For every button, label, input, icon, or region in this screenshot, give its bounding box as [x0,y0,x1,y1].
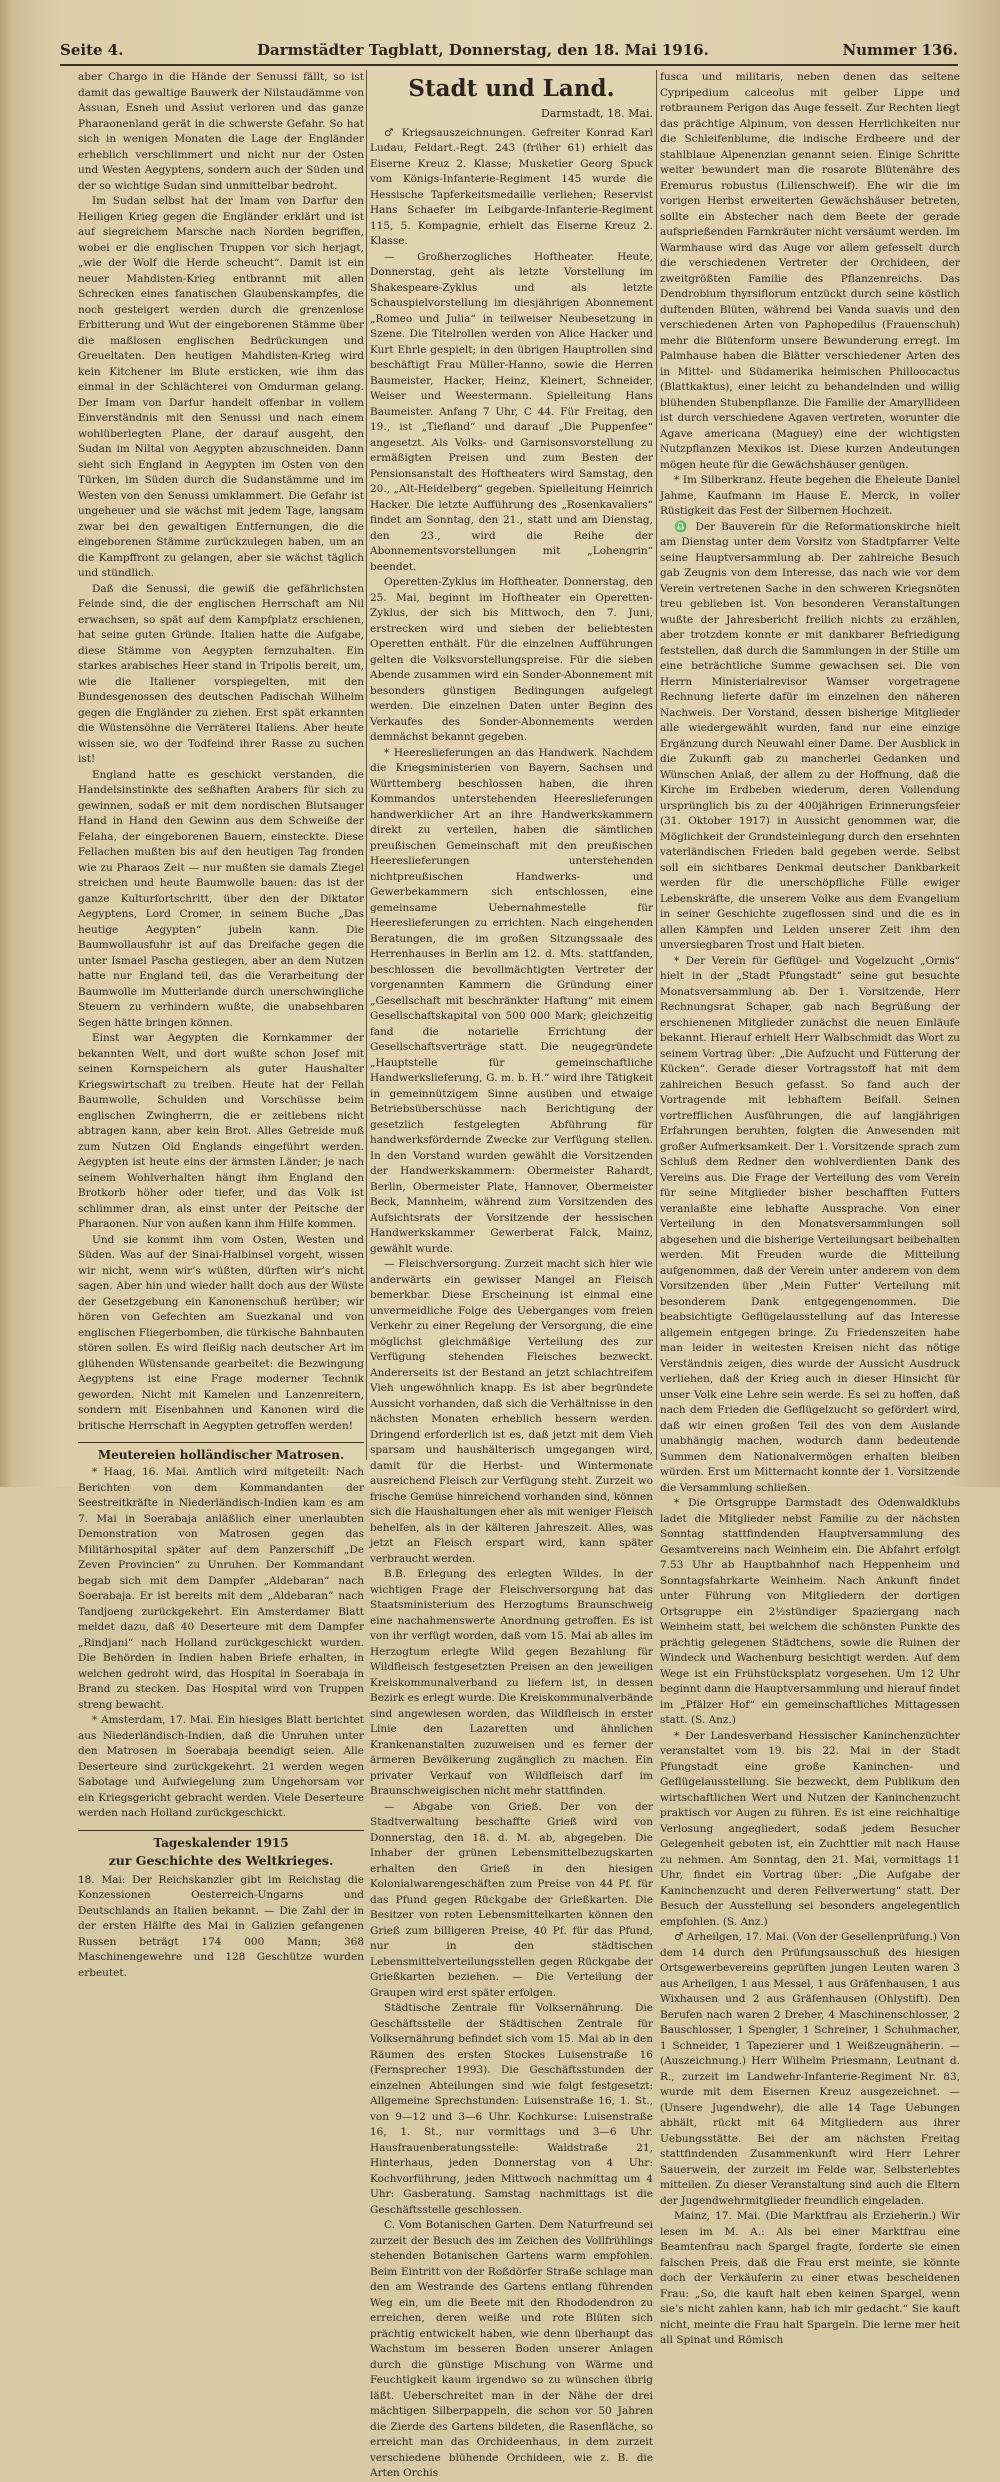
tageskalender-text: 18. Mai: Der Reichskanzler gibt im Reichstag die Konzessionen Oesterreich-Ungarns und Deutschlands an Italien bekannt. — Die Zahl der in der ersten Hälfte des Mai in Galizien gefangenen Russen beträgt 174 000 Mann; 368 Maschinengewehre und 128 Geschütze wurden erbeutet. [78,1873,364,1979]
news-item: Mainz, 17. Mai. (Die Marktfrau als Erzieherin.) Wir lesen im M. A.: Als bei einer Marktfrau eine Beamtenfrau nach Spargel fragte, forderte sie einen falschen Preis, daß die Frau erst meinte, sie könnte doch der Verkäuferin zu einer etwas bescheidenen Frau: „So, die kauft halt eben keinen Spargel, wenn sie’s nicht zahlen kann, hab ich mir gedacht.“ Sie kauft nicht, meinte die Frau halt Spargeln. Die lerne mer heit all Spinat und Römisch [660,2210,960,2346]
news-item: * Die Ortsgruppe Darmstadt des Odenwaldklubs ladet die Mitglieder nebst Familie zu der nächsten Sonntag stattfindenden Hauptversammlung des Gesamtvereins nach Weinheim ein. Die Abfahrt erfolgt 7.53 Uhr ab Hauptbahnhof nach Heppenheim und Sonntagsfahrkarte Weinheim. Nach Ankunft findet unter Führung von Mitgliedern der dortigen Ortsgruppe ein 2½stündiger Spaziergang nach Weinheim statt, bei welchem die schönsten Punkte des prächtig gelegenen Städtchens, sowie die Ruinen der Windeck und Wachenburg besichtigt werden. Auf dem Wege ist ein Frühstücksplatz vorgesehen. Um 12 Uhr beginnt dann die Hauptversammlung und hierauf findet im „Pfälzer Hof“ ein gemeinschaftliches Mittagessen statt. (S. Anz.) [660,1497,960,1726]
section-title: Stadt und Land. [408,75,615,102]
news-item: * Heereslieferungen an das Handwerk. Nachdem die Kriegsministerien von Bayern, Sachsen und Württemberg beschlossen haben, die ihren Kommandos unterstehenden Heereslieferungen handwerklicher Art an ihre Handwerkskammern direkt zu verteilen, haben die sämtlichen preußischen Gemeinschaft mit den preußischen Heereslieferungen unterstehenden nichtpreußischen Handwerks- und Gewerbekammern sich entschlossen, eine gemeinsame Uebernahmestelle für Heereslieferungen zu errichten. Nach eingehenden Beratungen, die im großen Sitzungssaale des Herrenhauses in Berlin am 12. d. Mts. stattfanden, beschlossen die bevollmächtigten Vertreter der vorgenannten Kammern die Gründung einer „Gesellschaft mit beschränkter Haftung“ mit einem Gesellschaftskapital von 500 000 Mark; gleichzeitig fand die notarielle Errichtung der Gesellschaftsverträge statt. Die neugegründete „Hauptstelle für gemeinschaftliche Handwerkslieferung, G. m. b. H.“ wird ihre Tätigkeit in gemeinnützigem Sinne ausüben und etwaige Betriebsüberschüsse nach Berichtigung der gesetzlich festgelegten Abführung für handwerksfördernde Zwecke zur Verfügung stellen. In den Vorstand wurden gewählt die Vorsitzenden der Handwerkskammern: Obermeister Rahardt, Berlin, Obermeister Plate, Hannover, Obermeister Beck, Mannheim, während zum Vorsitzenden des Aufsichtsrats der Vorsitzende der hessischen Handwerkskammer Gewerberat Falck, Mainz, gewählt wurde. [370,746,653,1255]
news-item: ♂ Arheilgen, 17. Mai. (Von der Gesellenprüfung.) Von dem 14 durch den Prüfungsausschuß des hiesigen Ortsgewerbevereins geprüften jungen Leuten waren 3 aus Arheilgen, 1 aus Messel, 1 aus Gräfenhausen, 1 aus Wixhausen und 2 aus Gräfenhausen (Ohlystift). Den Berufen nach waren 2 Dreher, 4 Maschinenschlosser, 2 Bauschlosser, 1 Spengler, 1 Schreiner, 1 Schuhmacher, 1 Schneider, 1 Tapezierer und 1 Weißzeugnäherin. — (Auszeichnung.) Herr Wilhelm Priesmann, Leutnant d. R., zurzeit im Landwehr-Infanterie-Regiment Nr. 83, wurde mit dem Eisernen Kreuz ausgezeichnet. — (Unsere Jugendwehr), die alle 14 Tage Uebungen abhält, rückt mit 64 Mitgliedern aus ihrer Uebungsstätte. Bei der am nächsten Freitag stattfindenden Zusammenkunft wird Herr Lehrer Sauerwein, der zurzeit im Felde war, Selbsterlebtes mitteilen. Zu dieser Veranstaltung sind auch die Eltern der Jugendwehrmitglieder freundlich eingeladen. [660,1931,960,2207]
dateline: Darmstadt, 18. Mai. [541,107,653,120]
header-rule [60,64,958,66]
article-paragraph: Im Sudan selbst hat der Imam von Darfur den Heiligen Krieg gegen die Engländer erklärt und ist auf siegreichem Marsche nach Norden begriffen, wobei er die englischen Truppen vor sich herjagt, „wie der Wolf die Herde scheucht“. Damit ist ein neuer Mahdisten-Krieg entbrannt mit allen Schrecken eines fanatischen Glaubenskampfes, die noch gesteigert werden durch die grenzenlose Erbitterung und Wut der eingeborenen Stämme über die maßlosen englischen Bedrückungen und Greueltaten. Den heutigen Mahdisten-Krieg wird kein Kitchener im Blute ersticken, wie ihm das einmal in der Schlächterei von Omdurman gelang. Der Imam von Darfur handelt offenbar in vollem Einverständnis mit den Senussi und nach einem wohlüberlegten Plane, der darauf ausgeht, den Sudan im Niltal von Aegypten abzuschneiden. Dann sieht sich England in Aegypten im Osten von den Türken, im Süden durch die Sudanstämme und im Westen von den Senussi umklammert. Die Gefahr ist ungeheuer und sie wächst mit jedem Tage, langsam zwar bei den gewaltigen Entfernungen, die die eingeborenen Stämme zurückzulegen haben, um an die Kampffront zu gelangen, aber sie wächst täglich und stündlich. [78,195,364,579]
column-rule-2 [656,70,657,1460]
news-item: ♂ Kriegsauszeichnungen. Gefreiter Konrad Karl Ludau, Feldart.-Regt. 243 (früher 61) erhielt das Eiserne Kreuz 2. Klasse; Musketier Georg Spuck vom Königs-Infanterie-Regiment 145 wurde die Hessische Tapferkeitsmedaille verliehen; Reservist Hans Schaefer im Leibgarde-Infanterie-Regiment 115, 5. Kompagnie, erhielt das Eiserne Kreuz 2. Klasse. [370,126,653,247]
column-rule-1 [366,70,367,1460]
article-paragraph: England hatte es geschickt verstanden, die Handelsinstinkte des seßhaften Arabers für sich zu gewinnen, sodaß er mit dem nordischen Blutsauger Hand in Hand den Gewinn aus dem Schweiße der Felaha, der eingeborenen Bauern, einsteckte. Diese Fellachen mußten bis auf den heutigen Tag fronden wie zu Pharaos Zeit — nur mußten sie damals Ziegel streichen und heute Baumwolle bauen: das ist der ganze Kulturfortschritt, über den der Diktator Aegyptens, Lord Cromer, in seinem Buche „Das heutige Aegypten“ jubeln kann. Die Baumwollausfuhr ist auf das Dreifache gegen die unter Ismael Pascha gestiegen, aber an dem Nutzen hatte nur England teil, das die Verarbeitung der Baumwolle im Mutterlande durch unerschwingliche Steuern zu verhindern wußte, die unabsehbaren Segen hätte bringen können. [78,768,364,1029]
masthead-line: Darmstädter Tagblatt, Donnerstag, den 18. Mai 1916. [257,41,709,59]
column-1 [78,70,364,1979]
issue-number: Nummer 136. [842,41,958,59]
news-item: Operetten-Zyklus im Hoftheater. Donnerstag, den 25. Mai, beginnt im Hoftheater ein Operetten-Zyklus, der sich bis Mittwoch, den 7. Juni, erstrecken wird und sieben der beliebtesten Operetten enthält. Für die einzelnen Aufführungen gelten die Volksvorstellungspreise. Für die sieben Abende zusammen wird ein Sonder-Abonnement mit besonders günstigen Bedingungen aufgelegt werden. Die einzelnen Daten unter Beginn des Verkaufes des Sonder-Abonnements werden demnächst bekannt gegeben. [370,576,653,743]
tageskalender-subheadline: zur Geschichte des Weltkrieges. [108,1852,334,1868]
news-item: — Fleischversorgung. Zurzeit macht sich hier wie anderwärts ein gewisser Mangel an Fleisch bemerkbar. Diese Erscheinung ist einmal eine unvermeidliche Folge des Ueberganges vom freien Verkehr zu einer Regelung der Versorgung, die eine möglichst gleichmäßige Verteilung des zur Verfügung stehenden Fleisches bezweckt. Andererseits ist der Bestand an jetzt schlachtreifem Vieh ungewöhnlich knapp. Es ist aber begründete Aussicht vorhanden, daß sich die Verhältnisse in den nächsten Monaten erheblich bessern werden. Dringend erforderlich ist es, daß jetzt mit dem Vieh sparsam und haushälterisch umgegangen wird, damit für die Herbst- und Wintermonate ausreichend Fleisch zur Verfügung steht. Zurzeit wo frische Gemüse hinreichend vorhanden sind, können sich die Haushaltungen eher als mit weniger Fleisch behelfen, als in der kälteren Jahreszeit. Alles, was jetzt an Fleisch erspart wird, kann später verbraucht werden. [370,1258,653,1565]
page-fold-shadow [0,0,14,1487]
page-header [60,38,958,62]
column-2 [370,70,653,2479]
news-item: — Großherzogliches Hoftheater. Heute, Donnerstag, geht als letzte Vorstellung im Shakespeare-Zyklus und als letzte Schauspielvorstellung im diesjährigen Abonnement „Romeo und Julia“ in teilweiser Neubesetzung in Szene. Die Titelrollen werden von Alice Hacker und Kurt Ehrle gespielt; in den übrigen Hauptrollen sind beschäftigt Frau Müller-Hanno, sowie die Herren Baumeister, Hacker, Heinz, Kleinert, Schneider, Weiser und Weestermann. Spielleitung Hans Baumeister. Anfang 7 Uhr, C 44. Für Freitag, den 19., ist „Tiefland“ und darauf „Die Puppenfee“ angesetzt. Als Volks- und Garnisonsvorstellung zu ermäßigten Preisen und zum Besten der Pensionsanstalt des Hoftheaters wird Samstag, den 20., „Alt-Heidelberg“ gegeben. Spielleitung Heinrich Hacker. Die letzte Aufführung des „Rosenkavaliers“ findet am Sonntag, den 21., statt und am Dienstag, den 23., wird die Reihe der Abonnementsvorstellungen mit „Lohengrin“ beendet. [370,250,653,573]
article-paragraph: Und sie kommt ihm vom Osten, Westen und Süden. Was auf der Sinai-Halbinsel vorgeht, wissen wir nicht, wenn wir’s wüßten, dürften wir’s nicht sagen. Aber hin und wieder hallt doch aus der Wüste der Gesetzgebung ein Kanonenschuß herüber; wir hören von Gefechten am Suezkanal und von englischen Fliegerbomben, die türkische Bahnbauten stören sollen. Es wird fleißig nach deutscher Art im glühenden Wüstensande gearbeitet: die Bezwingung Aegyptens ist eine Frage moderner Technik geworden. Nicht mit Kamelen und Lanzenreitern, sondern mit Eisenbahnen und Kanonen wird die britische Herrschaft in Aegypten getroffen werden! [78,1233,364,1432]
news-item: * Im Silberkranz. Heute begehen die Eheleute Daniel Jahme, Kaufmann im Hause E. Merck, in voller Rüstigkeit das Fest der Silbernen Hochzeit. [660,474,960,517]
article-paragraph: * Amsterdam, 17. Mai. Ein hiesiges Blatt berichtet aus Niederländisch-Indien, daß die Unruhen unter den Matrosen in Soerabaja beendigt seien. Alle Deserteure sind zurückgekehrt. 21 werden wegen Sabotage und Aufwiegelung zum Ungehorsam vor ein Kriegsgericht gebracht werden. Viele Deserteure werden nach Holland zurückgeschickt. [78,1714,364,1819]
news-item: B.B. Erlegung des erlegten Wildes. In der wichtigen Frage der Fleischversorgung hat das Staatsministerium des Herzogtums Braunschweig eine nachahmenswerte Anordnung getroffen. Es ist von ihr verfügt worden, daß vom 15. Mai ab alles im Herzogtum erlegte Wild gegen Bezahlung für Wildfleisch festgesetzten Preisen an den jeweiligen Kreiskommunalverband zu liefern ist, in dessen Bezirk es erlegt wurde. Die Kreiskommunalverbände sind angewiesen worden, das Wildfleisch in erster Linie den Lazaretten und ähnlichen Krankenanstalten zuzuweisen und es ferner der ärmeren Bevölkerung zugänglich zu machen. Ein privater Verkauf von Wildfleisch darf im Braunschweigischen nicht mehr stattfinden. [370,1568,653,1797]
article-paragraph: * Haag, 16. Mai. Amtlich wird mitgeteilt: Nach Berichten von dem Kommandanten der Seestreitkräfte in Niederländisch-Indien kam es am 7. Mai in Soerabaja anläßlich einer unerlaubten Demonstration von Matrosen gegen das Militärhospital später auf dem Panzerschiff „De Zeven Provincien“ zu Unruhen. Der Kommandant begab sich mit dem Dampfer „Aldebaran“ nach Soerabaja. Er ist bereits mit dem „Aldebaran“ nach Tandjoeng zurückgekehrt. Ein Amsterdamer Blatt meldet dazu, daß 40 Deserteure mit dem Dampfer „Rindjani“ nach Holland zurückgeschickt wurden. Die Behörden in Indien haben Briefe erhalten, in welchen gedroht wird, das Hospital in Soerabaja in Brand zu stecken. Das Hospital wird von Truppen streng bewacht. [78,1466,364,1711]
article-paragraph: Einst war Aegypten die Kornkammer der bekannten Welt, und dort wußte schon Josef mit seinen Kornspeichern als guter Haushalter Kriegswirtschaft zu treiben. Heute hat der Fellah Baumwolle, Schulden und Vorschüsse beim englischen Zwingherrn, die er zeitlebens nicht abtragen kann, aber kein Brot. Alles Getreide muß zum Nutzen Old Englands eingeführt werden. Aegypten ist heute eins der ärmsten Länder; je nach seinem Wohlverhalten hängt ihm England den Brotkorb höher oder tiefer, und das Volk ist schlimmer dran, als einst unter der Peitsche der Pharaonen. Nur von außen kann ihm Hilfe kommen. [78,1032,364,1230]
news-item: — Abgabe von Grieß. Der von der Stadtverwaltung beschaffte Grieß wird von Donnerstag, den 18. d. M. ab, abgegeben. Die Inhaber der grünen Lebensmittelbezugskarten erhalten den Grieß in den hiesigen Kolonialwarengeschäften zum Preise von 44 Pf. für das Pfund gegen Rückgabe der Grießkarten. Die Besitzer von roten Lebensmittelkarten können den Grieß zum billigeren Preise, 40 Pf. für das Pfund, nur in den städtischen Lebensmittelverteilungsstellen gegen Rückgabe der Grießkarten beziehen. — Die Verteilung der Graupen wird erst später erfolgen. [370,1800,653,1999]
article-paragraph: aber Chargo in die Hände der Senussi fällt, so ist damit das gewaltige Bauwerk der Nilstaudämme von Assuan, Esneh und Assiut verloren und das ganze Pharaonenland gerät in die schwerste Gefahr. So hat sich in wenigen Monaten die Lage der Engländer erheblich verschlimmert und nicht nur der Osten und Westen Aegyptens, sondern auch der Süden und der so wichtige Sudan sind unmittelbar bedroht. [78,71,364,192]
news-item: fusca und militaris, neben denen das seltene Cypripedium calceolus mit gelber Lippe und rotbraunem Perigon das Auge fesselt. Zur Rechten liegt das prächtige Alpinum, von dessen Herrlichkeiten nur die Schleifenblume, die indische Erdbeere und der stahlblaue Alpenenzian genannt seien. Einige Schritte weiter bewundert man die rosarote Blütenähre des Eremurus robustus (Lilienschweif). Ehe wir die im vorigen Herbst erweiterten Gewächshäuser betreten, sollte ein Abstecher nach dem Beete der gerade aufsprießenden Farnkräuter nicht versäumt werden. Im Warmhause wird das Auge vor allem gefesselt durch die verschiedenen Vertreter der Orchideen, der zweitgrößten Familie des Pflanzenreichs. Das Dendrobium thyrsiflorum entzückt durch seine köstlich duftenden Blüten, während bei Vanda suavis und den verschiedenen Arten von Paphopedilus (Frauenschuh) mehr die Blütenform unsere Bewunderung erregt. Im Palmhause haben die Blätter verschiedener Arten des in Mittel- und Südamerika heimischen Philloocactus (Blattkaktus), einer leicht zu behandelnden und willig blühenden Stubenpflanze. Die Familie der Amaryllideen ist durch verschiedene Agaven vertreten, worunter die Agave americana (Maguey) eine der wichtigsten Nutzpflanzen Mexikos ist. Diese kurzen Andeutungen mögen heute für die Gewächshäuser genügen. [660,71,960,471]
news-item: C. Vom Botanischen Garten. Dem Naturfreund sei zurzeit der Besuch des im Zeichen des Vollfrühlings stehenden Botanischen Gartens warm empfohlen. Beim Eintritt von der Roßdörfer Straße schlage man den am Westrande des Gartens entlang führenden Weg ein, um die Beete mit den Rhododendron zu erreichen, deren weiße und rote Blüten sich prächtig entwickelt haben, wie denn überhaupt das Wachstum im besseren Boden unserer Anlagen durch die günstige Mischung von Wärme und Feuchtigkeit kaum irgendwo so zu wünschen übrig läßt. Ueberschreitet man in der Nähe der drei mächtigen Silberpappeln, die schon vor 50 Jahren die Zierde des Gartens bildeten, die Rasenfläche, so erreicht man das Orchideenhaus, in dem zurzeit verschiedene blühende Orchideen, wie z. B. die Arten Orchis [370,2219,653,2479]
news-item: * Der Landesverband Hessischer Kaninchenzüchter veranstaltet vom 19. bis 22. Mai in der Stadt Pfungstadt eine große Kaninchen- und Geflügelausstellung. Sie bezweckt, dem Publikum den wirtschaftlichen Wert und Nutzen der Kaninchenzucht praktisch vor Augen zu führen. Es ist eine reichhaltige Verlosung angegliedert, sodaß jedem Besucher Gelegenheit geboten ist, ein Zuchttier mit nach Hause zu nehmen. Am Sonntag, den 21. Mai, vormittags 11 Uhr, findet ein Vortrag über: „Die Aufgabe der Kaninchenzucht und deren Fellverwertung“ statt. Der Besuch der Ausstellung sei besonders angelegentlich empfohlen. (S. Anz.) [660,1729,960,1928]
article-paragraph: Daß die Senussi, die gewiß die gefährlichsten Feinde sind, die der englischen Herrschaft am Nil erwachsen, so spät auf dem Kampfplatz erschienen, hat seine guten Gründe. Italien hatte die Aufgabe, diese Stämme von Aegypten fernzuhalten. Ein starkes arabisches Heer stand in Tripolis bereit, um, wie die Italiener vorspiegelten, mit den Bundesgenossen des deutschen Padischah Wilhelm gegen die Engländer zu ziehen. Erst spät erkannten die Wüstensöhne die Verräterei Italiens. Aber heute wissen sie, wo der Todfeind ihrer Rasse zu suchen ist! [78,582,364,765]
tageskalender-headline: Tageskalender 1915 [78,1830,364,1851]
column-3 [660,70,960,2346]
news-item: Städtische Zentrale für Volksernährung. Die Geschäftsstelle der Städtischen Zentrale für Volksernährung befindet sich vom 15. Mai ab in den Räumen des ersten Stockes Luisenstraße 16 (Fernsprecher 1993). Die Geschäftsstunden der einzelnen Abteilungen sind wie folgt festgesetzt: Allgemeine Sprechstunden: Luisenstraße 16, 1. St., von 9—12 und 3—6 Uhr. Kochkurse: Luisenstraße 16, 1. St., nur vormittags und 3—6 Uhr. Hausfrauenberatungsstelle: Waldstraße 21, Hinterhaus, jeden Donnerstag von 4 Uhr: Kochvorführung, jeden Mittwoch nachmittag um 4 Uhr: Gasberatung. Samstag nachmittags ist die Geschäftsstelle geschlossen. [370,2002,653,2216]
page-number: Seite 4. [60,41,124,59]
news-item: * Der Verein für Geflügel- und Vogelzucht „Ornis“ hielt in der „Stadt Pfungstadt“ seine gut besuchte Monatsversammlung ab. Der 1. Vorsitzende, Herr Rechnungsrat Schaper, gab nach Begrüßung der erschienenen Mitglieder zunächst die neuen Einläufe bekannt. Hierauf erhielt Herr Walbschmidt das Wort zu seinem Vortrag über: „Die Aufzucht und Fütterung der Kücken“. Gerade dieser Vortragsstoff hat mit dem zahlreichen Besuch gefasst. So fand auch der Vortragende mit lebhaftem Beifall. Seinen vortrefflichen Ausführungen, die auf langjährigen Erfahrungen beruhten, folgten die Anwesenden mit großer Aufmerksamkeit. Der 1. Vorsitzende sprach zum Schluß dem Redner den wohlverdienten Dank des Vereins aus. Die Frage der Verteilung des vom Verein für seine Mitglieder bisher beschafften Futters veranlaßte eine lebhafte Aussprache. Von einer Verteilung in den Monatsversammlungen soll abgesehen und die bisherige Verteilungsart beibehalten werden. Mit Freuden wurde die Mitteilung aufgenommen, daß der Verein unter anderem von dem Vorsitzenden über ‚Mein Futter‘ Verteilung mit besonderem Dank entgegengenommen. Die beabsichtigte Geflügelausstellung auf das Interesse allgemein entgegen bringe. Zu Friedenszeiten habe man leider in weitesten Kreisen nicht das nötige Verständnis zeigen, dies wurde der Aussicht Ausdruck verliehen, daß der Krieg auch in dieser Hinsicht für unser Volk eine Lehre sein werde. Es sei zu hoffen, daß nach dem Frieden die Geflügelzucht so gefördert wird, daß wir einen großen Teil des von dem Auslande unabhängig machen, wodurch dann bedeutende Summen dem Nationalvermögen erhalten bleiben würden. Erst um Mitternacht konnte der 1. Vorsitzende die Versammlung schließen. [660,954,960,1494]
meuterei-headline: Meutereien holländischer Matrosen. [78,1442,364,1463]
news-item: ♎ Der Bauverein für die Reformationskirche hielt am Dienstag unter dem Vorsitz von Stadtpfarrer Velte seine Hauptversammlung ab. Der zahlreiche Besuch gab Zeugnis von dem Interesse, das nach wie vor dem Verein vertretenen Sache in den schweren Kriegsnöten treu geblieben ist. Von besonderen Veranstaltungen wußte der Jahresbericht freilich nichts zu erzählen, aber trotzdem konnte er mit dankbarer Befriedigung feststellen, daß durch die Sammlungen in der Stille um eine beträchtliche Summe gewachsen sei. Die von Herrn Ministerialrevisor Wamser vorgetragene Rechnung lieferte dafür im einzelnen den näheren Nachweis. Der Vorstand, dessen bisherige Mitglieder alle wiedergewählt wurden, fand nur eine einzige Ergänzung durch Neuwahl einer Dame. Der Ausblick in die Zukunft gab zu mancherlei Gedanken und Wünschen Anlaß, der allem zu der Hoffnung, daß die Kirche im Erdbeben wiederum, deren Vollendung ursprünglich bis zu der 400jährigen Erinnerungsfeier (31. Oktober 1917) in Aussicht genommen war, die Möglichkeit der Grundsteinlegung durch den ersehnten vaterländischen Frieden bald gegeben werde. Selbst soll ein sichtbares Denkmal deutscher Dankbarkeit werden für die unerschöpfliche Fülle ewiger Lebenskräfte, die unserem Volke aus dem Evangelium in seiner Geschichte zugeflossen sind und die es in allen Kämpfen und Leiden unserer Zeit ihm den unversiegbaren Trost und Halt bieten. [660,520,960,951]
